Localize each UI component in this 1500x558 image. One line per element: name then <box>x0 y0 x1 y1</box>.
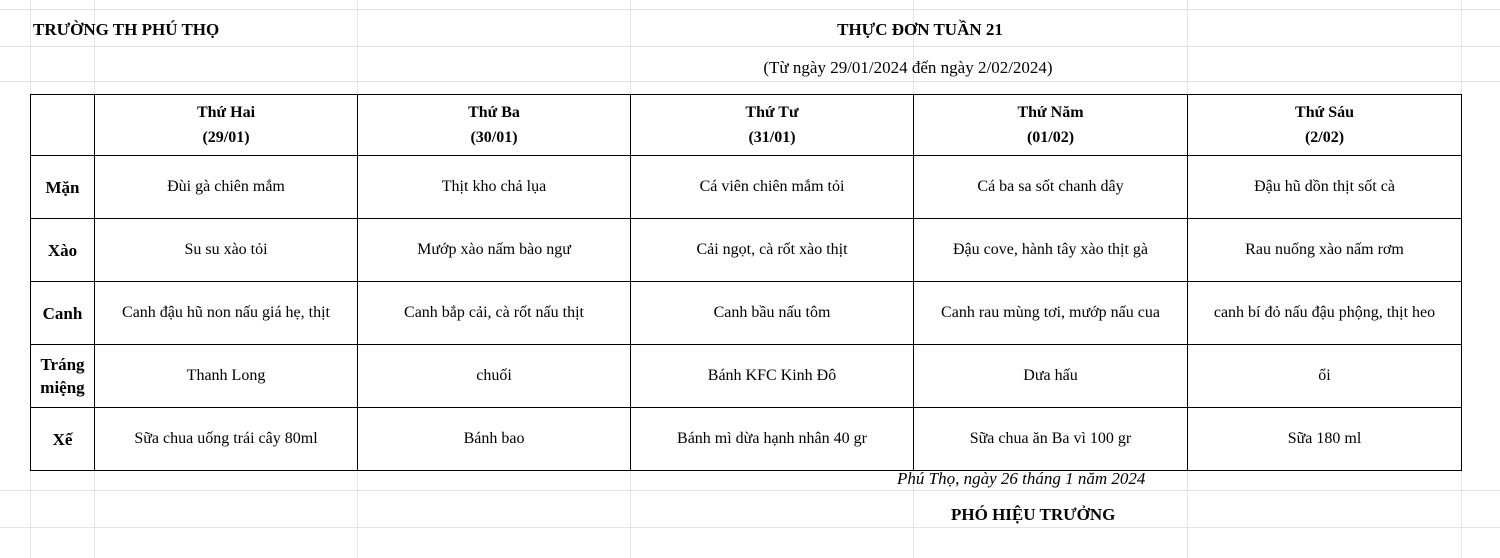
menu-cell: Bánh bao <box>358 408 631 471</box>
row-label-xao: Xào <box>31 219 95 282</box>
menu-cell: Su su xào tỏi <box>95 219 358 282</box>
day-name: Thứ Ba <box>468 104 520 121</box>
corner-cell <box>31 95 95 156</box>
day-date: (31/01) <box>748 129 796 146</box>
menu-cell: Cá ba sa sốt chanh dây <box>914 156 1188 219</box>
menu-cell: Canh bầu nấu tôm <box>631 282 914 345</box>
menu-cell: Thanh Long <box>95 345 358 408</box>
row-label-xe: Xế <box>31 408 95 471</box>
row-label-trang-mieng <box>31 345 95 408</box>
table-row <box>31 345 1462 408</box>
signature-date: Phú Thọ, ngày 26 tháng 1 năm 2024 <box>897 469 1146 488</box>
table-row <box>31 156 1462 219</box>
school-name: TRƯỜNG TH PHÚ THỌ <box>33 20 220 39</box>
table-row <box>31 219 1462 282</box>
menu-cell: Đậu hũ dồn thịt sốt cà <box>1188 156 1462 219</box>
menu-cell: Bánh KFC Kinh Đô <box>631 345 914 408</box>
menu-cell: Đậu cove, hành tây xào thịt gà <box>914 219 1188 282</box>
menu-cell: chuối <box>358 345 631 408</box>
table-row <box>31 408 1462 471</box>
menu-title: THỰC ĐƠN TUẦN 21 <box>837 20 1003 39</box>
day-date: (2/02) <box>1304 129 1345 146</box>
day-header-thu <box>914 95 1188 156</box>
weekly-menu-table <box>30 94 1462 471</box>
menu-cell: Cải ngọt, cà rốt xào thịt <box>631 219 914 282</box>
day-date: (30/01) <box>470 129 518 146</box>
menu-cell: Rau nuống xào nấm rơm <box>1188 219 1462 282</box>
menu-cell: Mướp xào nấm bào ngư <box>358 219 631 282</box>
day-header-wed <box>631 95 914 156</box>
menu-cell: Cá viên chiên mắm tỏi <box>631 156 914 219</box>
day-name: Thứ Năm <box>1017 104 1084 121</box>
row-label-line: Tráng <box>40 355 85 374</box>
menu-cell: Canh rau mùng tơi, mướp nấu cua <box>914 282 1188 345</box>
day-name: Thứ Tư <box>745 104 799 121</box>
day-date: (29/01) <box>202 129 250 146</box>
day-header-fri <box>1188 95 1462 156</box>
menu-cell: Đùi gà chiên mắm <box>95 156 358 219</box>
menu-cell: Bánh mì dừa hạnh nhân 40 gr <box>631 408 914 471</box>
day-header-mon <box>95 95 358 156</box>
table-row <box>31 282 1462 345</box>
menu-cell: Sữa chua uống trái cây 80ml <box>95 408 358 471</box>
row-label-man: Mặn <box>31 156 95 219</box>
day-name: Thứ Hai <box>196 104 256 121</box>
signature-role: PHÓ HIỆU TRƯỞNG <box>951 505 1116 524</box>
date-range: (Từ ngày 29/01/2024 đến ngày 2/02/2024) <box>763 58 1053 77</box>
header-row <box>31 95 1462 156</box>
menu-cell: Thịt kho chả lụa <box>358 156 631 219</box>
menu-cell: Canh bắp cải, cà rốt nấu thịt <box>358 282 631 345</box>
row-label-line: miệng <box>40 378 85 397</box>
menu-cell: canh bí đỏ nấu đậu phộng, thịt heo <box>1188 282 1462 345</box>
menu-cell: Canh đậu hũ non nấu giá hẹ, thịt <box>95 282 358 345</box>
menu-cell: ổi <box>1188 345 1462 408</box>
menu-cell: Sữa chua ăn Ba vì 100 gr <box>914 408 1188 471</box>
menu-cell: Dưa hấu <box>914 345 1188 408</box>
menu-cell: Sữa 180 ml <box>1188 408 1462 471</box>
day-header-tue <box>358 95 631 156</box>
day-date: (01/02) <box>1026 129 1075 146</box>
day-name: Thứ Sáu <box>1295 104 1354 121</box>
row-label-canh: Canh <box>31 282 95 345</box>
